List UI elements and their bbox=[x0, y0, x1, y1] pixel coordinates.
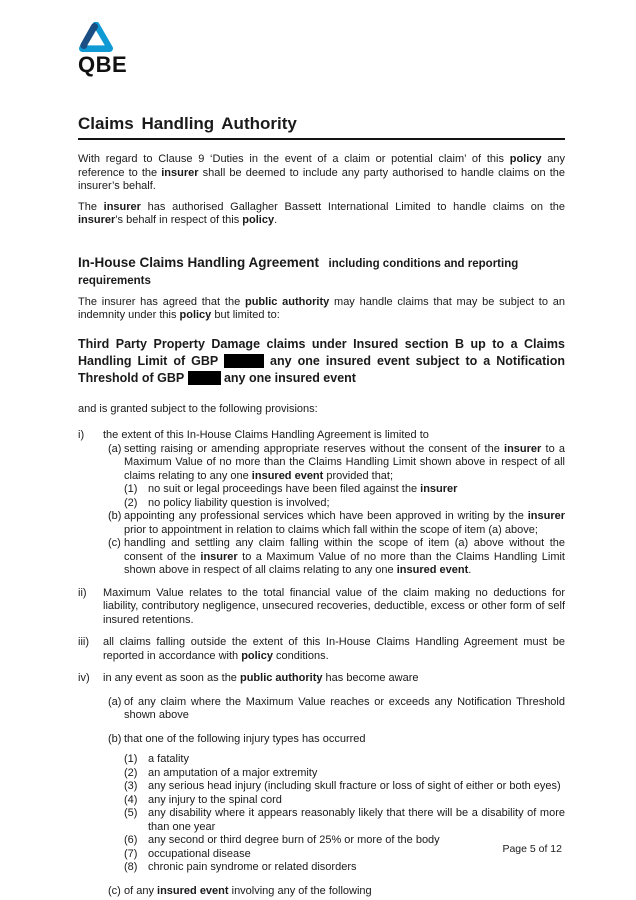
text-run: handling and settling any claim falling within the scope of item (a) above without the consent of the bbox=[124, 537, 565, 563]
text-run: of any claim where the Maximum Value reaches or exceeds any Notification Threshold shown above bbox=[124, 695, 565, 721]
provision-marker: (3) bbox=[124, 780, 138, 792]
page-number: Page 5 of 12 bbox=[502, 843, 562, 855]
paragraph bbox=[78, 153, 565, 194]
text-run: in any event as soon as the bbox=[103, 672, 240, 684]
text-run: appointing any professional services which have been approved in writing by the bbox=[124, 510, 528, 522]
provision-text bbox=[124, 510, 565, 537]
provision-item bbox=[124, 483, 565, 497]
qbe-logo-text: QBE bbox=[78, 52, 128, 77]
provision-marker: (1) bbox=[124, 753, 138, 765]
text-run: to a Maximum Value of no more than the Claims Handling Limit shown above in respect of all claims relating to any one bbox=[124, 550, 565, 576]
text-run: setting raising or amending appropriate reserves without the consent of the bbox=[124, 442, 505, 455]
bold-term: public authority bbox=[239, 672, 323, 684]
bold-term: policy bbox=[509, 153, 542, 165]
provision-item bbox=[78, 429, 565, 578]
limit-statement bbox=[78, 336, 565, 387]
provision-marker: (a) bbox=[108, 442, 122, 455]
text-run: no suit or legal proceedings have been filed against the bbox=[148, 483, 421, 495]
provision-marker: (c) bbox=[108, 537, 121, 549]
bold-term: insured event bbox=[251, 469, 324, 482]
provision-text bbox=[124, 537, 565, 578]
provision-marker: (6) bbox=[124, 834, 138, 846]
text-run: provided that; bbox=[323, 469, 394, 482]
text-run: but limited to: bbox=[211, 309, 280, 321]
provisions-intro: and is granted subject to the following provisions: bbox=[78, 402, 318, 415]
provision-marker: (c) bbox=[108, 884, 121, 897]
provision-item bbox=[108, 443, 565, 511]
provision-item bbox=[124, 807, 565, 834]
text-run: has become aware bbox=[322, 672, 419, 684]
text-run: any disability where it appears reasonably likely that there will be a disability of more than one year bbox=[148, 807, 565, 833]
provision-text bbox=[148, 807, 565, 834]
text-run: conditions. bbox=[272, 649, 329, 662]
bold-term: insurer bbox=[78, 214, 116, 226]
section-heading bbox=[78, 255, 565, 289]
bold-term: insured event bbox=[157, 884, 229, 897]
text-run: any serious head injury (including skull fracture or loss of sight of either or both eyes) bbox=[148, 780, 561, 792]
provision-text bbox=[148, 780, 565, 794]
provision-marker: (4) bbox=[124, 793, 138, 806]
text-run: has authorised Gallagher Bassett International Limited to handle claims on the bbox=[140, 200, 565, 213]
provision-item bbox=[78, 636, 565, 663]
text-run: The insurer has agreed that the bbox=[78, 295, 245, 308]
text-run: the extent of this In-House Claims Handling Agreement is limited to bbox=[103, 429, 429, 441]
redaction-box bbox=[188, 371, 221, 385]
provision-marker: (b) bbox=[108, 510, 122, 522]
provision-item bbox=[124, 497, 565, 511]
qbe-knot-icon bbox=[79, 22, 113, 52]
provision-marker: iv) bbox=[78, 672, 90, 684]
text-run: occupational disease bbox=[148, 847, 251, 860]
text-run: ’s behalf in respect of this bbox=[115, 214, 243, 226]
paragraph bbox=[78, 201, 565, 228]
text-run: to a Maximum Value of no more than the Claims Handling Limit shown above in respect of all claims relating to any one bbox=[124, 442, 565, 482]
limit-line bbox=[78, 336, 565, 353]
provision-text bbox=[103, 636, 565, 663]
text-run: any one insured event subject to a Notification bbox=[264, 353, 565, 368]
provision-item bbox=[78, 587, 565, 628]
provision-text bbox=[103, 672, 565, 686]
bold-term: insurer bbox=[420, 483, 458, 495]
text-run: . bbox=[274, 214, 278, 226]
bold-term: insurer bbox=[200, 550, 238, 563]
bold-term: policy bbox=[241, 649, 273, 662]
provision-text bbox=[124, 733, 565, 747]
provision-marker: (8) bbox=[124, 861, 138, 873]
provision-text bbox=[124, 443, 565, 484]
bold-term: insured event bbox=[396, 564, 469, 576]
bold-term: insurer bbox=[103, 200, 141, 213]
provision-marker: (7) bbox=[124, 847, 138, 860]
text-run: prior to appointment in relation to claims which fall within the scope of item (a) above; bbox=[124, 523, 538, 536]
provision-marker: (b) bbox=[108, 732, 122, 745]
provision-item bbox=[108, 537, 565, 578]
provision-text bbox=[148, 861, 565, 875]
provision-marker: (5) bbox=[124, 807, 138, 819]
text-run: With regard to Clause 9 ‘Duties in the event of a claim or potential claim’ of this bbox=[78, 153, 510, 165]
provision-item bbox=[108, 885, 565, 899]
text-run: Handling Limit of GBP bbox=[78, 353, 225, 368]
bold-term: insurer bbox=[161, 166, 199, 179]
text-run: any second or third degree burn of 25% or more of the body bbox=[148, 834, 440, 846]
provision-item bbox=[108, 733, 565, 875]
provisions-list bbox=[78, 429, 565, 898]
provision-text bbox=[148, 794, 565, 808]
provision-item bbox=[124, 794, 565, 808]
text-run: shall be deemed to include any party authorised to handle claims on the insurer’s behalf. bbox=[78, 166, 565, 192]
provision-item bbox=[124, 780, 565, 794]
provision-text bbox=[124, 885, 565, 899]
text-run: any injury to the spinal cord bbox=[148, 793, 282, 806]
provision-item bbox=[108, 696, 565, 723]
text-run: Threshold of GBP bbox=[78, 370, 188, 385]
section-heading-sub: including conditions and reporting requirements bbox=[78, 257, 519, 287]
text-run: a fatality bbox=[148, 753, 189, 765]
text-run: any reference to the bbox=[78, 153, 565, 179]
limit-line bbox=[78, 353, 565, 370]
text-run: Maximum Value relates to the total financial value of the claim making no deductions for liability, contributory negligence, unsecured recoveries, deductible, excess or other form of self insured retentions. bbox=[103, 586, 565, 626]
provision-item bbox=[124, 848, 565, 862]
provision-text bbox=[148, 483, 565, 497]
text-run: . bbox=[468, 564, 472, 576]
provision-marker: i) bbox=[78, 429, 85, 441]
text-run: Third Party Property Damage claims under Insured section B up to a Claims bbox=[78, 336, 565, 351]
text-run: no policy liability question is involved; bbox=[148, 496, 330, 509]
text-run: all claims falling outside the extent of this In-House Claims Handling Agreement must be reported in accordance with bbox=[103, 636, 565, 662]
provision-text bbox=[148, 497, 565, 511]
provision-text bbox=[103, 429, 565, 443]
bold-term: public authority bbox=[244, 295, 330, 308]
bold-term: insurer bbox=[504, 442, 542, 455]
provision-text bbox=[103, 587, 565, 628]
text-run: an amputation of a major extremity bbox=[148, 766, 318, 779]
provision-marker: (2) bbox=[124, 496, 138, 509]
section-heading-main: In-House Claims Handling Agreement bbox=[78, 254, 320, 270]
page-title: Claims Handling Authority bbox=[78, 114, 565, 140]
provision-marker: (a) bbox=[108, 695, 122, 708]
text-run: involving any of the following bbox=[228, 884, 372, 897]
provision-item bbox=[124, 753, 565, 767]
provision-item bbox=[124, 767, 565, 781]
text-run: that one of the following injury types has occurred bbox=[124, 732, 366, 745]
bold-term: insurer bbox=[527, 510, 565, 522]
text-run: of any bbox=[124, 884, 158, 897]
provision-text bbox=[148, 767, 565, 781]
provision-marker: ii) bbox=[78, 586, 87, 599]
intro-paragraphs bbox=[78, 153, 565, 228]
redaction-box bbox=[224, 354, 264, 368]
text-run: chronic pain syndrome or related disorders bbox=[148, 861, 357, 873]
provision-marker: iii) bbox=[78, 636, 89, 648]
bold-term: policy bbox=[179, 309, 212, 321]
provision-marker: (1) bbox=[124, 483, 138, 495]
provision-text bbox=[148, 753, 565, 767]
bold-term: policy bbox=[242, 214, 275, 226]
provision-text bbox=[124, 696, 565, 723]
text-run: any one insured event bbox=[220, 370, 356, 385]
provision-marker: (2) bbox=[124, 766, 138, 779]
provision-item bbox=[124, 861, 565, 875]
qbe-logo bbox=[78, 22, 565, 77]
text-run: may handle claims that may be subject to an indemnity under this bbox=[78, 295, 566, 321]
section-lead-paragraph bbox=[78, 296, 565, 323]
provision-item bbox=[124, 834, 565, 848]
provision-item bbox=[78, 672, 565, 898]
text-run: The bbox=[78, 200, 104, 213]
limit-line bbox=[78, 370, 565, 387]
provision-item bbox=[108, 510, 565, 537]
